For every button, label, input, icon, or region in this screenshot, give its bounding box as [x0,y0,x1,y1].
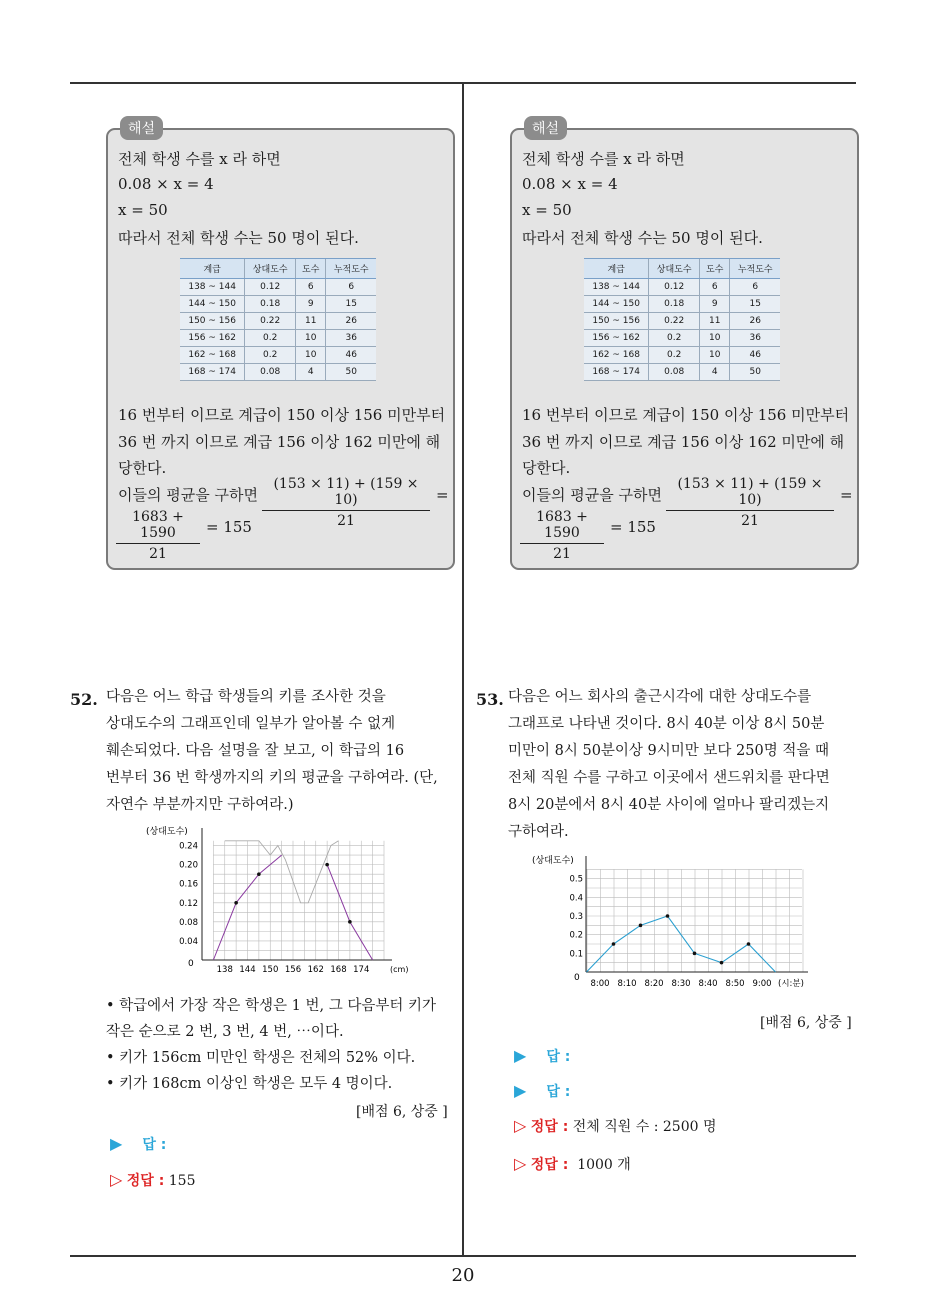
answer-arrow-icon: ▶ [110,1134,123,1153]
table-row [180,296,376,313]
explanation-line: 16 번부터 이므로 계급이 150 이상 156 미만부터 [118,406,446,424]
q53-line: 다음은 어느 회사의 출근시각에 대한 상대도수를 [508,689,812,705]
table-cell: 10 [295,347,326,364]
table-cell: 6 [730,279,780,296]
equals-sign: = [840,486,853,504]
bottom-rule [70,1255,856,1257]
q52-condition: • 학급에서 가장 작은 학생은 1 번, 그 다음부터 키가 [106,998,437,1014]
x-tick-label: 8:30 [671,979,691,989]
table-cell: 6 [699,279,730,296]
q53-line: 8시 20분에서 8시 40분 사이에 얼마나 팔리겠는지 [508,797,830,813]
table-row [180,313,376,330]
table-cell: 36 [326,330,376,347]
table-cell: 150 ~ 156 [180,313,245,330]
table-cell: 15 [326,296,376,313]
table-cell: 0.08 [245,364,296,381]
q52-line: 상대도수의 그래프인데 일부가 알아볼 수 없게 [106,716,396,732]
question-52-number: 52. [70,690,98,709]
table-cell: 6 [326,279,376,296]
data-point [257,872,261,876]
table-cell: 9 [699,296,730,313]
x-tick-label: 8:50 [725,979,745,989]
q52-line: 다음은 어느 학급 학생들의 키를 조사한 것을 [106,689,386,705]
correct-label: 정답 : [126,1173,165,1189]
q53-line: 그래프로 나타낸 것이다. 8시 40분 이상 8시 50분 [508,716,825,732]
correct-arrow-icon: ▷ [514,1116,527,1135]
table-cell: 0.2 [245,330,296,347]
fraction-1 [666,476,834,529]
table-row [584,279,780,296]
explanation-line: 36 번 까지 이므로 계급 156 이상 162 미만에 해 [522,433,845,451]
explanation-line: 전체 학생 수를 x 라 하면 [118,150,281,168]
explanation-tag: 해설 [120,116,163,140]
table-cell: 46 [326,347,376,364]
x-tick-label: 8:10 [617,979,637,989]
table-cell: 4 [699,364,730,381]
fraction-2-numerator: 1683 + 1590 [116,509,200,544]
table-cell: 0.2 [649,347,700,364]
explanation-line: 당한다. [118,459,167,477]
table-cell: 0.2 [649,330,700,347]
y-tick-label: 0.1 [569,949,583,960]
explanation-line: 36 번 까지 이므로 계급 156 이상 162 미만에 해 [118,433,441,451]
table-cell: 26 [730,313,780,330]
y-tick-label: 0.2 [569,930,583,941]
q52-condition: • 키가 168cm 이상인 학생은 모두 4 명이다. [106,1076,393,1092]
table-row [584,364,780,381]
table-cell: 138 ~ 144 [180,279,245,296]
x-tick-label: 156 [284,965,302,975]
frequency-table [180,258,376,381]
table-cell: 50 [730,364,780,381]
table-cell: 0.12 [649,279,700,296]
x-tick-label: 168 [330,965,347,975]
table-cell: 150 ~ 156 [584,313,649,330]
table-header-cell: 도수 [295,259,326,279]
correct-value: 전체 직원 수 : 2500 명 [572,1119,717,1135]
q52-relative-frequency-chart [140,820,420,980]
data-point [720,961,724,965]
origin-label: 0 [574,973,580,983]
table-cell: 50 [326,364,376,381]
answer-label: 답 : [142,1137,167,1153]
data-point [747,942,751,946]
table-cell: 9 [295,296,326,313]
data-point [325,863,329,867]
q52-correct-answer [110,1170,195,1190]
fraction-2-denominator: 21 [553,546,571,562]
table-cell: 156 ~ 162 [180,330,245,347]
data-point [234,901,238,905]
q53-line: 미만이 8시 50분이상 9시미만 보다 250명 적을 때 [508,743,829,759]
result: = 155 [610,518,656,536]
explanation-line: 당한다. [522,459,571,477]
q53-relative-frequency-chart [528,850,838,990]
q52-conditions [106,993,461,1097]
column-divider [462,82,464,1256]
fraction-1-denominator: 21 [741,513,759,529]
fraction-1 [262,476,430,529]
equals-sign: = [436,486,449,504]
x-tick-label: 8:00 [590,979,610,989]
table-cell: 0.18 [649,296,700,313]
q52-line: 훼손되었다. 다음 설명을 잘 보고, 이 학급의 16 [106,743,405,759]
table-cell: 162 ~ 168 [180,347,245,364]
answer-arrow-icon: ▶ [514,1046,527,1065]
table-header-cell: 누적도수 [730,259,780,279]
table-cell: 10 [295,330,326,347]
correct-label: 정답 : [530,1157,569,1173]
frequency-table [584,258,780,381]
explanation-line: 0.08 × x = 4 [522,175,618,193]
data-point [612,942,616,946]
answer-arrow-icon: ▶ [514,1081,527,1100]
explanation-line: 0.08 × x = 4 [118,175,214,193]
data-point [693,952,697,956]
x-tick-label: 174 [353,965,370,975]
data-point [639,924,643,928]
explanation-line: 따라서 전체 학생 수는 50 명이 된다. [522,229,763,247]
result: = 155 [206,518,252,536]
table-cell: 168 ~ 174 [584,364,649,381]
table-row [180,279,376,296]
table-header-cell: 계급 [180,259,245,279]
q52-answer-field[interactable] [110,1134,166,1154]
table-cell: 11 [295,313,326,330]
table-header-cell: 상대도수 [245,259,296,279]
table-header-cell: 계급 [584,259,649,279]
table-cell: 6 [295,279,326,296]
table-cell: 0.12 [245,279,296,296]
q52-score: [배점 6, 상중 ] [356,1104,448,1120]
explanation-line: 16 번부터 이므로 계급이 150 이상 156 미만부터 [522,406,850,424]
fraction-2 [116,509,200,562]
answer-label: 답 : [546,1084,571,1100]
table-cell: 10 [699,347,730,364]
table-row [180,330,376,347]
q52-line: 자연수 부분까지만 구하여라.) [106,797,294,813]
y-tick-label: 0.4 [569,893,583,904]
q53-correct-answer-1 [514,1116,717,1136]
table-cell: 0.08 [649,364,700,381]
x-axis-label: (시:분) [778,979,804,989]
correct-arrow-icon: ▷ [110,1170,123,1189]
x-tick-label: 144 [239,965,256,975]
x-tick-label: 9:00 [752,979,772,989]
y-axis-label: (상대도수) [532,856,574,866]
table-cell: 144 ~ 150 [180,296,245,313]
mean-prefix: 이들의 평균을 구하면 [118,486,258,504]
x-tick-label: 8:20 [644,979,664,989]
fraction-2 [520,509,604,562]
y-tick-label: 0.3 [569,912,583,922]
page-number: 20 [451,1265,475,1286]
y-tick-label: 0.24 [179,841,198,852]
table-cell: 168 ~ 174 [180,364,245,381]
table-cell: 138 ~ 144 [584,279,649,296]
table-header-row [584,259,780,279]
explanation-line: x = 50 [522,201,572,219]
table-row [180,364,376,381]
table-cell: 4 [295,364,326,381]
table-cell: 36 [730,330,780,347]
q53-correct-answer-2 [514,1154,631,1174]
answer-label: 답 : [546,1049,571,1065]
mean-prefix: 이들의 평균을 구하면 [522,486,662,504]
y-tick-label: 0.5 [569,874,583,885]
table-cell: 46 [730,347,780,364]
correct-arrow-icon: ▷ [514,1154,527,1173]
table-cell: 0.22 [649,313,700,330]
explanation-line: 따라서 전체 학생 수는 50 명이 된다. [118,229,359,247]
q53-answer-field-1[interactable] [514,1046,570,1066]
x-tick-label: 138 [216,965,233,975]
table-row [180,347,376,364]
explanation-tag: 해설 [524,116,567,140]
explanation-line: x = 50 [118,201,168,219]
y-tick-label: 0.16 [179,879,198,890]
table-row [584,347,780,364]
table-header-cell: 누적도수 [326,259,376,279]
table-cell: 10 [699,330,730,347]
table-header-cell: 상대도수 [649,259,700,279]
table-cell: 156 ~ 162 [584,330,649,347]
table-row [584,296,780,313]
fraction-1-denominator: 21 [337,513,355,529]
x-axis-label: (cm) [390,965,409,974]
table-cell: 26 [326,313,376,330]
q53-answer-field-2[interactable] [514,1081,570,1101]
y-tick-label: 0.20 [179,860,198,871]
table-cell: 0.2 [245,347,296,364]
table-cell: 0.22 [245,313,296,330]
q53-score: [배점 6, 상중 ] [760,1015,852,1031]
q52-condition: • 키가 156cm 미만인 학생은 전체의 52% 이다. [106,1050,416,1066]
x-tick-label: 8:40 [698,979,718,989]
fraction-1-numerator: (153 × 11) + (159 × 10) [666,476,834,511]
q52-line: 번부터 36 번 학생까지의 키의 평균을 구하여라. (단, [106,770,438,786]
fraction-2-denominator: 21 [149,546,167,562]
correct-value: 1000 개 [577,1157,631,1173]
y-axis-label: (상대도수) [146,827,188,837]
fraction-1-numerator: (153 × 11) + (159 × 10) [262,476,430,511]
correct-value: 155 [168,1173,196,1189]
question-52-text [106,684,456,819]
data-point [666,914,670,918]
x-tick-label: 162 [307,965,324,975]
fraction-2-numerator: 1683 + 1590 [520,509,604,544]
q52-condition: 작은 순으로 2 번, 3 번, 4 번, ⋯이다. [106,1024,344,1040]
question-53-text [508,684,858,846]
table-cell: 0.18 [245,296,296,313]
question-53-number: 53. [476,690,504,709]
q53-line: 전체 직원 수를 구하고 이곳에서 샌드위치를 판다면 [508,770,830,786]
table-row [584,330,780,347]
table-cell: 11 [699,313,730,330]
table-row [584,313,780,330]
table-cell: 144 ~ 150 [584,296,649,313]
origin-label: 0 [188,959,194,969]
x-tick-label: 150 [262,965,279,975]
table-cell: 162 ~ 168 [584,347,649,364]
y-tick-label: 0.08 [179,917,198,928]
table-header-row [180,259,376,279]
table-header-cell: 도수 [699,259,730,279]
explanation-line: 전체 학생 수를 x 라 하면 [522,150,685,168]
y-tick-label: 0.04 [179,936,198,947]
q53-line: 구하여라. [508,824,569,840]
y-tick-label: 0.12 [179,898,198,909]
table-cell: 15 [730,296,780,313]
correct-label: 정답 : [530,1119,569,1135]
data-point [348,920,352,924]
